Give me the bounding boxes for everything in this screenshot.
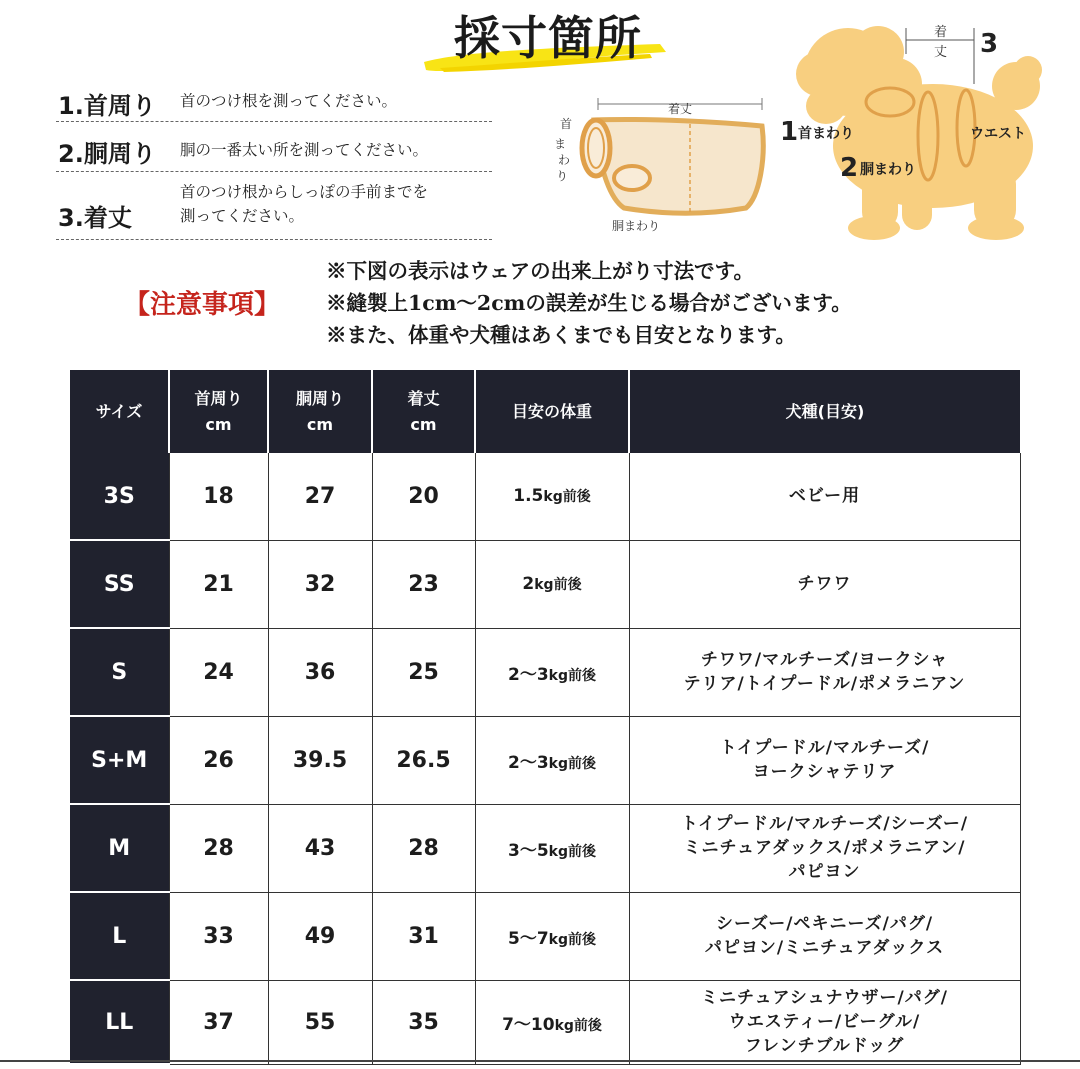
cell-length: 31 [372,892,475,980]
cell-size: LL [70,980,169,1064]
cell-chest: 36 [268,628,372,716]
measure-desc-length-line: 測ってください。 [180,207,305,225]
cell-breed: ミニチュアシュナウザー/パグ/ ウエスティー/ビーグル/ フレンチブルドッグ [629,980,1020,1064]
bottom-divider [0,1060,1080,1062]
table-row [70,892,1020,980]
page-title: 採寸箇所 [454,11,642,65]
notice-title: 【注意事項】 [124,290,281,320]
header-weight: 目安の体重 [475,370,629,453]
dog-waist-label: ウエスト [970,126,1026,142]
header-chest: 胴周り cm [268,370,372,453]
cell-size: M [70,804,169,892]
cell-length: 26.5 [372,716,475,804]
table-row [70,540,1020,628]
measure-desc-neck: 首のつけ根を測ってください。 [180,92,398,110]
cell-neck: 33 [169,892,268,980]
header-size: サイズ [70,370,169,453]
cell-chest: 32 [268,540,372,628]
dog-length-label: 着 [934,25,948,40]
dog-length-label: 丈 [934,45,948,60]
cell-chest: 39.5 [268,716,372,804]
garment-neck-label: 首 [560,117,573,131]
notice-line: ※縫製上1cm〜2cmの誤差が生じる場合がございます。 [326,291,852,315]
cell-neck: 18 [169,453,268,540]
cell-breed: ベビー用 [629,453,1020,540]
cell-weight: 7〜10kg前後 [475,980,629,1064]
measure-label-chest: 2.胴周り [58,140,156,168]
garment-chest-label: 胴まわり [612,219,661,233]
measure-desc-length-line: 首のつけ根からしっぽの手前までを [180,183,429,201]
title-block [420,0,670,80]
notice-lines [326,255,852,351]
cell-weight: 2〜3kg前後 [475,716,629,804]
cell-neck: 26 [169,716,268,804]
cell-breed: シーズー/ペキニーズ/パグ/ パピヨン/ミニチュアダックス [629,892,1020,980]
cell-neck: 24 [169,628,268,716]
cell-weight: 2〜3kg前後 [475,628,629,716]
table-row [70,980,1020,1064]
cell-weight: 1.5kg前後 [475,453,629,540]
table-row [70,804,1020,892]
cell-breed: トイプードル/マルチーズ/シーズー/ ミニチュアダックス/ポメラニアン/ パピヨン [629,804,1020,892]
measure-label-length: 3.着丈 [58,204,132,232]
cell-chest: 43 [268,804,372,892]
size-table [70,370,1021,1065]
notice-line: ※下図の表示はウェアの出来上がり寸法です。 [326,259,755,283]
garment-neck-label: わ [558,153,571,167]
cell-breed: チワワ [629,540,1020,628]
header-neck: 首周り cm [169,370,268,453]
measure-desc-length [180,180,500,228]
dog-number-2: 2 [840,153,859,183]
dog-chest-label: 胴まわり [860,162,916,178]
cell-weight: 3〜5kg前後 [475,804,629,892]
garment-length-label: 着丈 [667,102,693,116]
measure-row-length [56,172,492,240]
cell-size: S+M [70,716,169,804]
dog-number-1: 1 [780,117,799,147]
cell-size: L [70,892,169,980]
header-breed: 犬種(目安) [629,370,1020,453]
table-row [70,453,1020,540]
measure-label-neck: 1.首周り [58,92,156,120]
garment-illustration [550,96,780,236]
cell-chest: 55 [268,980,372,1064]
dog-neck-label: 首まわり [798,126,854,142]
cell-chest: 49 [268,892,372,980]
table-row [70,628,1020,716]
garment-neck-label: ま [554,137,567,151]
header-length: 着丈 cm [372,370,475,453]
cell-weight: 5〜7kg前後 [475,892,629,980]
cell-length: 20 [372,453,475,540]
cell-length: 35 [372,980,475,1064]
measure-row-neck [56,82,492,122]
measure-desc-chest: 胴の一番太い所を測ってください。 [180,141,429,159]
notice-line: ※また、体重や犬種はあくまでも目安となります。 [326,323,796,347]
cell-neck: 37 [169,980,268,1064]
cell-chest: 27 [268,453,372,540]
dog-illustration [778,14,1048,244]
garment-neck-label: り [556,169,569,183]
cell-breed: チワワ/マルチーズ/ヨークシャ テリア/トイプードル/ポメラニアン [629,628,1020,716]
dog-number-3: 3 [980,29,999,59]
cell-length: 23 [372,540,475,628]
cell-size: S [70,628,169,716]
table-row [70,716,1020,804]
cell-length: 28 [372,804,475,892]
table-header-row [70,370,1020,453]
cell-neck: 21 [169,540,268,628]
cell-neck: 28 [169,804,268,892]
cell-breed: トイプードル/マルチーズ/ ヨークシャテリア [629,716,1020,804]
measurement-list [56,82,492,240]
cell-size: 3S [70,453,169,540]
cell-weight: 2kg前後 [475,540,629,628]
cell-length: 25 [372,628,475,716]
cell-size: SS [70,540,169,628]
measure-row-chest [56,122,492,172]
